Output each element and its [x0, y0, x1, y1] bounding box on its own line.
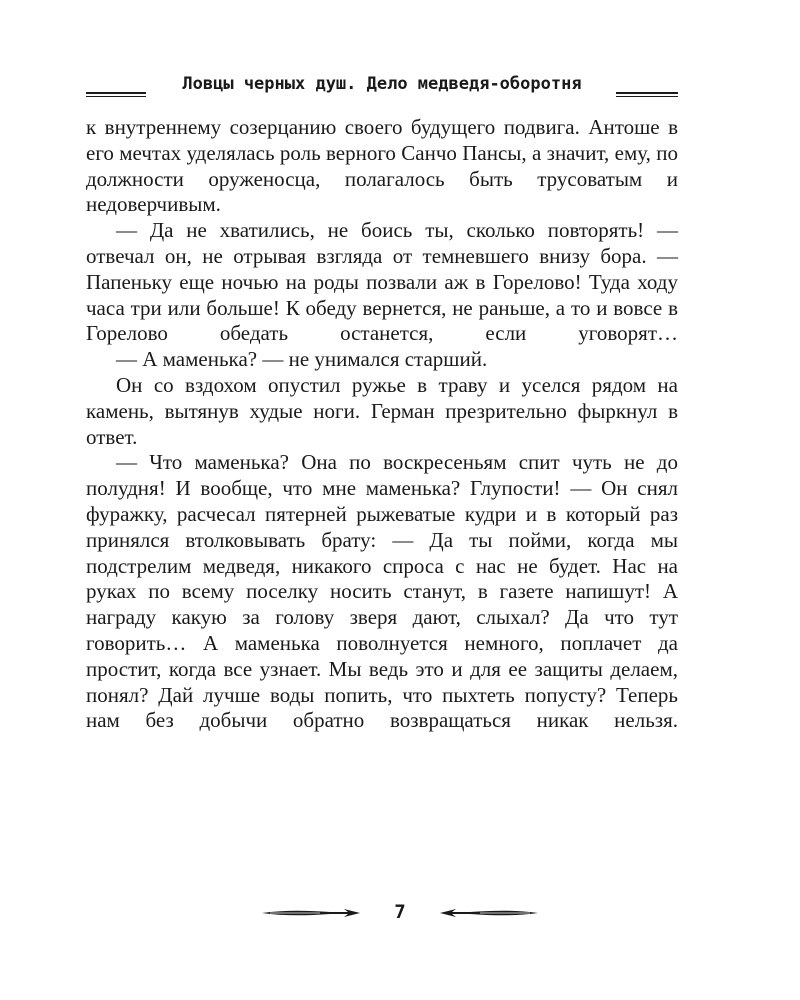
paragraph: — Да не хватились, не боись ты, сколько повторять! — отвечал он, не отрывая взгляда от темневшего внизу бора. — Папеньку еще ночью на роды позвали аж в Горелово! Туда ходу часа три или больше! К обеду вернется, не раньше, а то и вовсе в Горелово обедать останется, если уговорят…: [86, 218, 678, 346]
page-footer: [260, 898, 540, 928]
ornament-right-icon: [430, 906, 540, 920]
paragraph: Он со вздохом опустил ружье в траву и уселся рядом на камень, вытянув худые ноги. Герман презрительно фыркнул в ответ.: [86, 372, 678, 449]
page-number: 7: [394, 901, 406, 923]
header-rule-right: [616, 92, 678, 94]
body-text: [86, 115, 678, 734]
running-title: Ловцы черных душ. Дело медведя-оборотня: [182, 74, 582, 94]
paragraph: — Что маменька? Она по воскресеньям спит чуть не до полудня! И вообще, что мне маменька? Глупости! — Он снял фуражку, расчесал пятерней рыжеватые кудри и в который раз принялся втолковывать брату: — Да ты пойми, когда мы подстрелим медведя, никакого спроса с нас не будет. Нас на руках по всему поселку носить станут, в газете напишут! А награду какую за голову зверя дают, слыхал? Да что тут говорить… А маменька поволнуется немного, поплачет да простит, когда все узнает. Мы ведь это и для ее защиты делаем, понял? Дай лучше воды попить, что пыхтеть попусту? Теперь нам без добычи обратно возвращаться никак нельзя.: [86, 450, 678, 733]
running-header: [86, 72, 678, 96]
paragraph: — А маменька? — не унимался старший.: [116, 347, 488, 372]
paragraph: к внутреннему созерцанию своего будущего подвига. Антоше в его мечтах уделялась роль верного Санчо Пансы, а значит, ему, по должности оруженосца, полагалось быть трусоватым и недоверчивым.: [86, 115, 678, 217]
